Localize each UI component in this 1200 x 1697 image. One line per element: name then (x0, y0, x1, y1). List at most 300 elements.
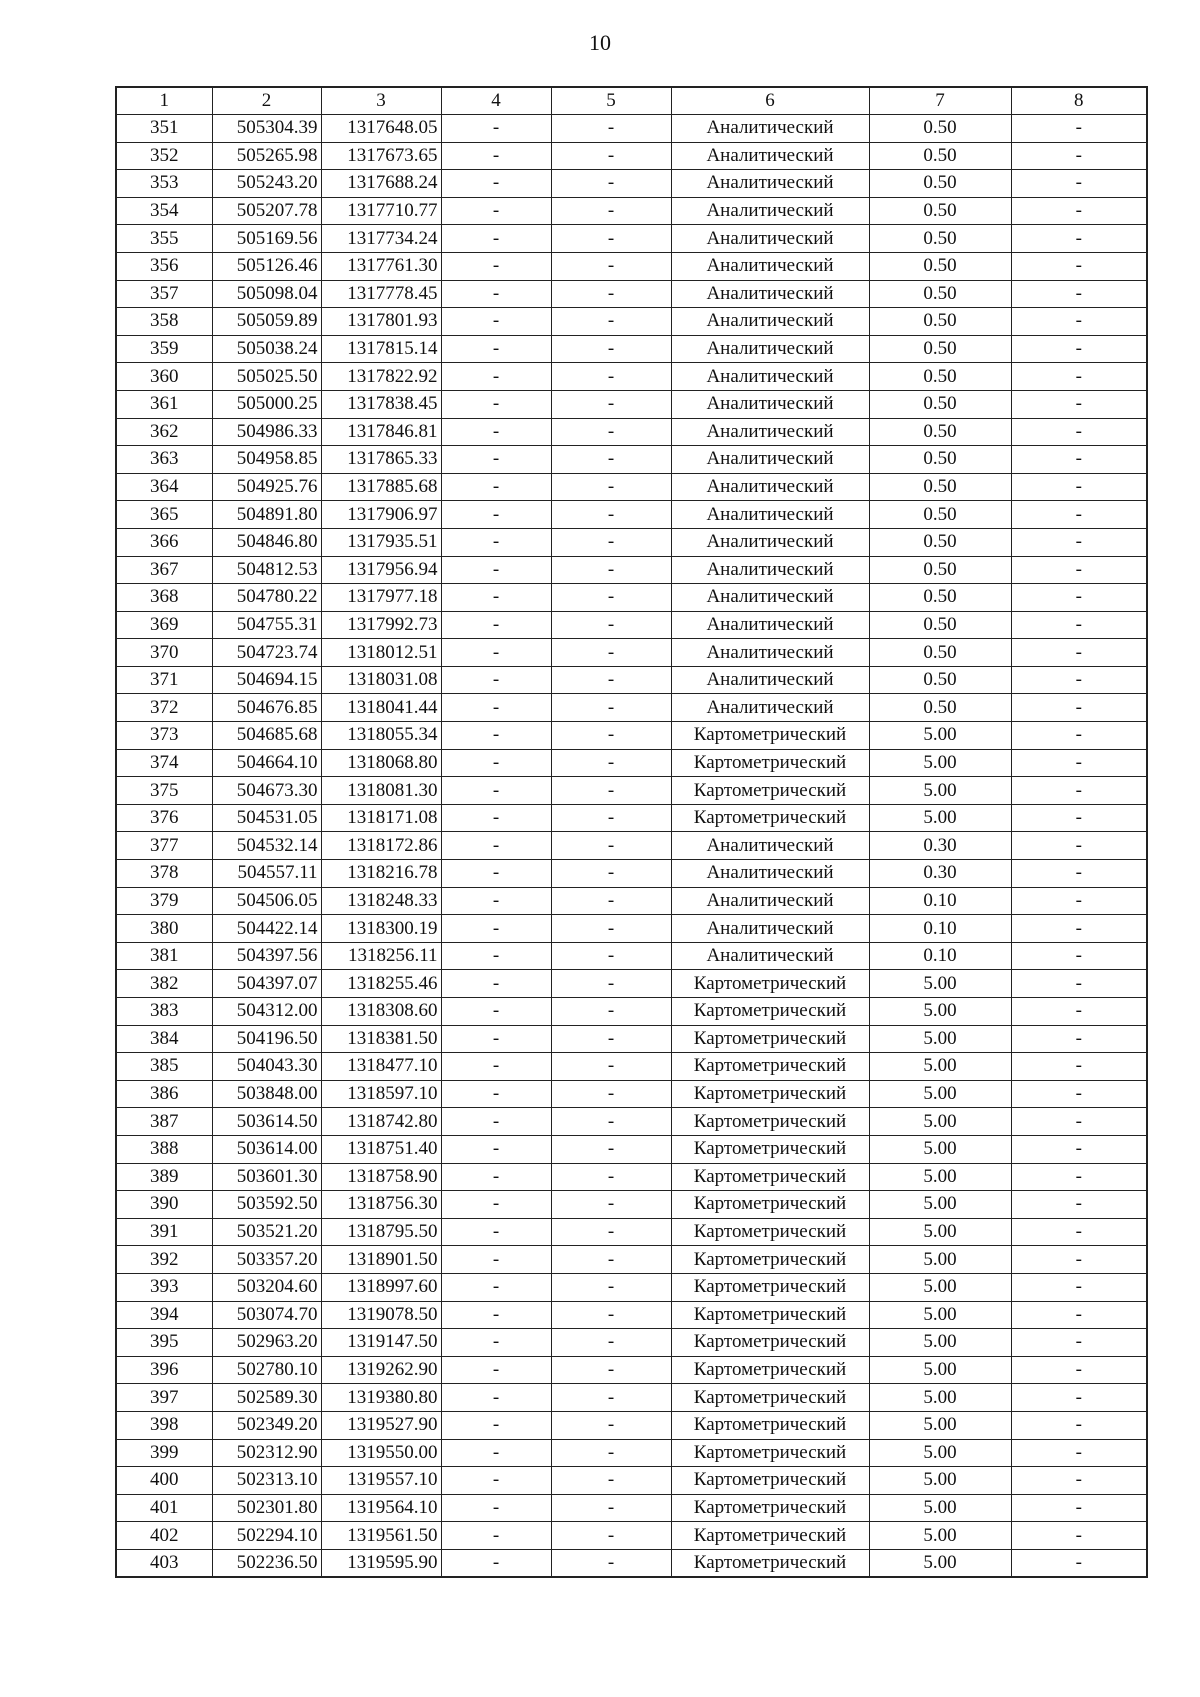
accuracy-cell: 5.00 (869, 1053, 1011, 1081)
accuracy-cell: 5.00 (869, 722, 1011, 750)
point-number-cell: 390 (116, 1191, 212, 1219)
table-row (116, 142, 1147, 170)
col-4-cell: - (441, 308, 551, 336)
table-row (116, 225, 1147, 253)
col-4-cell: - (441, 942, 551, 970)
table-row (116, 1053, 1147, 1081)
x-coordinate-cell: 504891.80 (212, 501, 321, 529)
point-number-cell: 356 (116, 252, 212, 280)
header-cell-2: 2 (212, 87, 321, 115)
col-4-cell: - (441, 1329, 551, 1357)
accuracy-cell: 0.50 (869, 611, 1011, 639)
header-cell-3: 3 (321, 87, 441, 115)
accuracy-cell: 5.00 (869, 1356, 1011, 1384)
col-5-cell: - (551, 860, 671, 888)
table-row (116, 335, 1147, 363)
y-coordinate-cell: 1318381.50 (321, 1025, 441, 1053)
y-coordinate-cell: 1319557.10 (321, 1467, 441, 1495)
table-row (116, 611, 1147, 639)
x-coordinate-cell: 504925.76 (212, 473, 321, 501)
table-row (116, 1273, 1147, 1301)
accuracy-cell: 0.50 (869, 639, 1011, 667)
accuracy-cell: 0.50 (869, 115, 1011, 143)
col-8-cell: - (1011, 1108, 1147, 1136)
col-4-cell: - (441, 1163, 551, 1191)
table-row (116, 694, 1147, 722)
x-coordinate-cell: 503357.20 (212, 1246, 321, 1274)
col-4-cell: - (441, 446, 551, 474)
x-coordinate-cell: 502301.80 (212, 1494, 321, 1522)
accuracy-cell: 0.50 (869, 694, 1011, 722)
y-coordinate-cell: 1319527.90 (321, 1411, 441, 1439)
col-4-cell: - (441, 832, 551, 860)
y-coordinate-cell: 1318758.90 (321, 1163, 441, 1191)
point-number-cell: 382 (116, 970, 212, 998)
point-number-cell: 362 (116, 418, 212, 446)
point-number-cell: 401 (116, 1494, 212, 1522)
accuracy-cell: 0.10 (869, 887, 1011, 915)
col-4-cell: - (441, 225, 551, 253)
y-coordinate-cell: 1317956.94 (321, 556, 441, 584)
col-8-cell: - (1011, 197, 1147, 225)
col-4-cell: - (441, 363, 551, 391)
col-5-cell: - (551, 252, 671, 280)
x-coordinate-cell: 504676.85 (212, 694, 321, 722)
col-5-cell: - (551, 804, 671, 832)
col-4-cell: - (441, 1439, 551, 1467)
table-row (116, 1439, 1147, 1467)
x-coordinate-cell: 504196.50 (212, 1025, 321, 1053)
col-5-cell: - (551, 170, 671, 198)
accuracy-cell: 0.50 (869, 584, 1011, 612)
col-5-cell: - (551, 970, 671, 998)
accuracy-cell: 5.00 (869, 1025, 1011, 1053)
y-coordinate-cell: 1318795.50 (321, 1218, 441, 1246)
accuracy-cell: 5.00 (869, 1163, 1011, 1191)
method-cell: Картометрический (671, 804, 869, 832)
method-cell: Картометрический (671, 1356, 869, 1384)
col-4-cell: - (441, 1191, 551, 1219)
method-cell: Картометрический (671, 1135, 869, 1163)
method-cell: Картометрический (671, 749, 869, 777)
col-5-cell: - (551, 1522, 671, 1550)
x-coordinate-cell: 505243.20 (212, 170, 321, 198)
point-number-cell: 368 (116, 584, 212, 612)
point-number-cell: 385 (116, 1053, 212, 1081)
accuracy-cell: 5.00 (869, 1411, 1011, 1439)
col-8-cell: - (1011, 280, 1147, 308)
x-coordinate-cell: 503614.00 (212, 1135, 321, 1163)
method-cell: Картометрический (671, 722, 869, 750)
x-coordinate-cell: 502349.20 (212, 1411, 321, 1439)
col-5-cell: - (551, 1411, 671, 1439)
col-5-cell: - (551, 1273, 671, 1301)
point-number-cell: 377 (116, 832, 212, 860)
point-number-cell: 399 (116, 1439, 212, 1467)
col-8-cell: - (1011, 1411, 1147, 1439)
col-5-cell: - (551, 998, 671, 1026)
y-coordinate-cell: 1317815.14 (321, 335, 441, 363)
col-4-cell: - (441, 528, 551, 556)
x-coordinate-cell: 504397.56 (212, 942, 321, 970)
point-number-cell: 388 (116, 1135, 212, 1163)
method-cell: Картометрический (671, 1522, 869, 1550)
table-row (116, 1384, 1147, 1412)
x-coordinate-cell: 504694.15 (212, 666, 321, 694)
y-coordinate-cell: 1318597.10 (321, 1080, 441, 1108)
col-4-cell: - (441, 860, 551, 888)
accuracy-cell: 5.00 (869, 1439, 1011, 1467)
point-number-cell: 352 (116, 142, 212, 170)
method-cell: Картометрический (671, 1411, 869, 1439)
method-cell: Аналитический (671, 363, 869, 391)
col-5-cell: - (551, 335, 671, 363)
col-4-cell: - (441, 280, 551, 308)
col-5-cell: - (551, 473, 671, 501)
accuracy-cell: 5.00 (869, 1329, 1011, 1357)
table-row (116, 1135, 1147, 1163)
x-coordinate-cell: 504312.00 (212, 998, 321, 1026)
method-cell: Аналитический (671, 197, 869, 225)
col-4-cell: - (441, 1356, 551, 1384)
table-row (116, 1329, 1147, 1357)
table-row (116, 115, 1147, 143)
x-coordinate-cell: 505025.50 (212, 363, 321, 391)
col-5-cell: - (551, 308, 671, 336)
col-8-cell: - (1011, 308, 1147, 336)
x-coordinate-cell: 504685.68 (212, 722, 321, 750)
col-8-cell: - (1011, 1494, 1147, 1522)
y-coordinate-cell: 1318171.08 (321, 804, 441, 832)
col-8-cell: - (1011, 694, 1147, 722)
col-5-cell: - (551, 1384, 671, 1412)
table-row (116, 1246, 1147, 1274)
y-coordinate-cell: 1317761.30 (321, 252, 441, 280)
table-row (116, 1411, 1147, 1439)
table-row (116, 1549, 1147, 1577)
point-number-cell: 375 (116, 777, 212, 805)
x-coordinate-cell: 503601.30 (212, 1163, 321, 1191)
col-4-cell: - (441, 142, 551, 170)
header-cell-4: 4 (441, 87, 551, 115)
point-number-cell: 395 (116, 1329, 212, 1357)
col-5-cell: - (551, 832, 671, 860)
method-cell: Аналитический (671, 860, 869, 888)
method-cell: Картометрический (671, 1329, 869, 1357)
col-8-cell: - (1011, 1522, 1147, 1550)
x-coordinate-cell: 505059.89 (212, 308, 321, 336)
table-row (116, 252, 1147, 280)
col-8-cell: - (1011, 1356, 1147, 1384)
accuracy-cell: 5.00 (869, 1384, 1011, 1412)
col-5-cell: - (551, 1053, 671, 1081)
col-8-cell: - (1011, 1080, 1147, 1108)
method-cell: Картометрический (671, 1025, 869, 1053)
col-5-cell: - (551, 1439, 671, 1467)
point-number-cell: 351 (116, 115, 212, 143)
col-5-cell: - (551, 1549, 671, 1577)
col-4-cell: - (441, 749, 551, 777)
col-4-cell: - (441, 722, 551, 750)
table-row (116, 915, 1147, 943)
method-cell: Аналитический (671, 418, 869, 446)
col-4-cell: - (441, 1025, 551, 1053)
accuracy-cell: 0.50 (869, 473, 1011, 501)
method-cell: Картометрический (671, 970, 869, 998)
y-coordinate-cell: 1319380.80 (321, 1384, 441, 1412)
table-row (116, 942, 1147, 970)
point-number-cell: 359 (116, 335, 212, 363)
method-cell: Картометрический (671, 1163, 869, 1191)
table-row (116, 501, 1147, 529)
method-cell: Аналитический (671, 225, 869, 253)
table-row (116, 970, 1147, 998)
table-row (116, 473, 1147, 501)
point-number-cell: 366 (116, 528, 212, 556)
point-number-cell: 381 (116, 942, 212, 970)
accuracy-cell: 0.10 (869, 942, 1011, 970)
col-4-cell: - (441, 666, 551, 694)
point-number-cell: 391 (116, 1218, 212, 1246)
accuracy-cell: 0.50 (869, 501, 1011, 529)
method-cell: Картометрический (671, 1549, 869, 1577)
table-row (116, 887, 1147, 915)
col-8-cell: - (1011, 777, 1147, 805)
accuracy-cell: 0.50 (869, 528, 1011, 556)
y-coordinate-cell: 1318256.11 (321, 942, 441, 970)
header-cell-6: 6 (671, 87, 869, 115)
header-cell-1: 1 (116, 87, 212, 115)
col-4-cell: - (441, 335, 551, 363)
y-coordinate-cell: 1318031.08 (321, 666, 441, 694)
col-5-cell: - (551, 556, 671, 584)
accuracy-cell: 0.50 (869, 418, 1011, 446)
accuracy-cell: 0.50 (869, 308, 1011, 336)
point-number-cell: 387 (116, 1108, 212, 1136)
col-8-cell: - (1011, 1135, 1147, 1163)
col-5-cell: - (551, 1163, 671, 1191)
col-5-cell: - (551, 584, 671, 612)
accuracy-cell: 5.00 (869, 1522, 1011, 1550)
y-coordinate-cell: 1318742.80 (321, 1108, 441, 1136)
col-8-cell: - (1011, 1053, 1147, 1081)
table-row (116, 860, 1147, 888)
header-cell-8: 8 (1011, 87, 1147, 115)
y-coordinate-cell: 1319595.90 (321, 1549, 441, 1577)
point-number-cell: 370 (116, 639, 212, 667)
x-coordinate-cell: 504755.31 (212, 611, 321, 639)
point-number-cell: 358 (116, 308, 212, 336)
method-cell: Картометрический (671, 1246, 869, 1274)
method-cell: Аналитический (671, 335, 869, 363)
col-8-cell: - (1011, 1384, 1147, 1412)
accuracy-cell: 5.00 (869, 970, 1011, 998)
table-row (116, 170, 1147, 198)
method-cell: Аналитический (671, 308, 869, 336)
point-number-cell: 353 (116, 170, 212, 198)
col-8-cell: - (1011, 722, 1147, 750)
method-cell: Картометрический (671, 1384, 869, 1412)
col-4-cell: - (441, 1522, 551, 1550)
method-cell: Аналитический (671, 887, 869, 915)
y-coordinate-cell: 1318216.78 (321, 860, 441, 888)
x-coordinate-cell: 505098.04 (212, 280, 321, 308)
accuracy-cell: 5.00 (869, 1494, 1011, 1522)
col-8-cell: - (1011, 1191, 1147, 1219)
point-number-cell: 400 (116, 1467, 212, 1495)
table-row (116, 1494, 1147, 1522)
table-row (116, 832, 1147, 860)
col-5-cell: - (551, 197, 671, 225)
col-8-cell: - (1011, 1301, 1147, 1329)
col-4-cell: - (441, 1135, 551, 1163)
col-5-cell: - (551, 1301, 671, 1329)
method-cell: Картометрический (671, 1494, 869, 1522)
col-4-cell: - (441, 556, 551, 584)
col-4-cell: - (441, 915, 551, 943)
col-5-cell: - (551, 225, 671, 253)
col-5-cell: - (551, 446, 671, 474)
accuracy-cell: 5.00 (869, 1080, 1011, 1108)
col-4-cell: - (441, 998, 551, 1026)
point-number-cell: 364 (116, 473, 212, 501)
col-5-cell: - (551, 1329, 671, 1357)
method-cell: Картометрический (671, 998, 869, 1026)
col-5-cell: - (551, 528, 671, 556)
method-cell: Аналитический (671, 473, 869, 501)
accuracy-cell: 5.00 (869, 1246, 1011, 1274)
table-row (116, 1191, 1147, 1219)
y-coordinate-cell: 1318012.51 (321, 639, 441, 667)
point-number-cell: 365 (116, 501, 212, 529)
x-coordinate-cell: 502963.20 (212, 1329, 321, 1357)
y-coordinate-cell: 1317865.33 (321, 446, 441, 474)
accuracy-cell: 0.50 (869, 446, 1011, 474)
accuracy-cell: 5.00 (869, 749, 1011, 777)
point-number-cell: 403 (116, 1549, 212, 1577)
accuracy-cell: 0.50 (869, 170, 1011, 198)
point-number-cell: 398 (116, 1411, 212, 1439)
col-5-cell: - (551, 418, 671, 446)
col-8-cell: - (1011, 1025, 1147, 1053)
col-4-cell: - (441, 1549, 551, 1577)
table-row (116, 1025, 1147, 1053)
x-coordinate-cell: 505304.39 (212, 115, 321, 143)
point-number-cell: 389 (116, 1163, 212, 1191)
col-5-cell: - (551, 501, 671, 529)
method-cell: Аналитический (671, 666, 869, 694)
col-8-cell: - (1011, 501, 1147, 529)
col-4-cell: - (441, 970, 551, 998)
col-8-cell: - (1011, 887, 1147, 915)
header-cell-7: 7 (869, 87, 1011, 115)
accuracy-cell: 5.00 (869, 1301, 1011, 1329)
y-coordinate-cell: 1319262.90 (321, 1356, 441, 1384)
method-cell: Аналитический (671, 142, 869, 170)
y-coordinate-cell: 1318255.46 (321, 970, 441, 998)
x-coordinate-cell: 504422.14 (212, 915, 321, 943)
col-4-cell: - (441, 639, 551, 667)
accuracy-cell: 0.50 (869, 390, 1011, 418)
x-coordinate-cell: 504958.85 (212, 446, 321, 474)
col-4-cell: - (441, 694, 551, 722)
accuracy-cell: 0.30 (869, 832, 1011, 860)
col-4-cell: - (441, 887, 551, 915)
method-cell: Аналитический (671, 170, 869, 198)
point-number-cell: 394 (116, 1301, 212, 1329)
x-coordinate-cell: 504812.53 (212, 556, 321, 584)
col-5-cell: - (551, 1246, 671, 1274)
y-coordinate-cell: 1318901.50 (321, 1246, 441, 1274)
point-number-cell: 355 (116, 225, 212, 253)
x-coordinate-cell: 502312.90 (212, 1439, 321, 1467)
x-coordinate-cell: 504532.14 (212, 832, 321, 860)
accuracy-cell: 0.50 (869, 225, 1011, 253)
col-8-cell: - (1011, 115, 1147, 143)
table-row (116, 528, 1147, 556)
table-row (116, 777, 1147, 805)
col-8-cell: - (1011, 142, 1147, 170)
col-5-cell: - (551, 1080, 671, 1108)
col-8-cell: - (1011, 666, 1147, 694)
point-number-cell: 383 (116, 998, 212, 1026)
x-coordinate-cell: 503521.20 (212, 1218, 321, 1246)
x-coordinate-cell: 505000.25 (212, 390, 321, 418)
x-coordinate-cell: 502236.50 (212, 1549, 321, 1577)
col-8-cell: - (1011, 998, 1147, 1026)
point-number-cell: 392 (116, 1246, 212, 1274)
point-number-cell: 384 (116, 1025, 212, 1053)
point-number-cell: 360 (116, 363, 212, 391)
method-cell: Аналитический (671, 942, 869, 970)
y-coordinate-cell: 1317710.77 (321, 197, 441, 225)
col-5-cell: - (551, 142, 671, 170)
col-5-cell: - (551, 722, 671, 750)
method-cell: Аналитический (671, 115, 869, 143)
col-8-cell: - (1011, 611, 1147, 639)
accuracy-cell: 5.00 (869, 1108, 1011, 1136)
col-5-cell: - (551, 1356, 671, 1384)
x-coordinate-cell: 504557.11 (212, 860, 321, 888)
col-4-cell: - (441, 501, 551, 529)
method-cell: Аналитический (671, 694, 869, 722)
col-8-cell: - (1011, 749, 1147, 777)
col-5-cell: - (551, 1467, 671, 1495)
x-coordinate-cell: 502294.10 (212, 1522, 321, 1550)
accuracy-cell: 0.50 (869, 197, 1011, 225)
x-coordinate-cell: 505207.78 (212, 197, 321, 225)
x-coordinate-cell: 502313.10 (212, 1467, 321, 1495)
col-8-cell: - (1011, 1439, 1147, 1467)
point-number-cell: 372 (116, 694, 212, 722)
x-coordinate-cell: 504664.10 (212, 749, 321, 777)
y-coordinate-cell: 1319147.50 (321, 1329, 441, 1357)
accuracy-cell: 5.00 (869, 998, 1011, 1026)
y-coordinate-cell: 1318477.10 (321, 1053, 441, 1081)
point-number-cell: 378 (116, 860, 212, 888)
y-coordinate-cell: 1317838.45 (321, 390, 441, 418)
col-5-cell: - (551, 666, 671, 694)
y-coordinate-cell: 1318081.30 (321, 777, 441, 805)
method-cell: Картометрический (671, 1439, 869, 1467)
accuracy-cell: 5.00 (869, 1218, 1011, 1246)
accuracy-cell: 5.00 (869, 1273, 1011, 1301)
col-4-cell: - (441, 1273, 551, 1301)
col-8-cell: - (1011, 832, 1147, 860)
method-cell: Аналитический (671, 832, 869, 860)
method-cell: Аналитический (671, 252, 869, 280)
col-8-cell: - (1011, 915, 1147, 943)
